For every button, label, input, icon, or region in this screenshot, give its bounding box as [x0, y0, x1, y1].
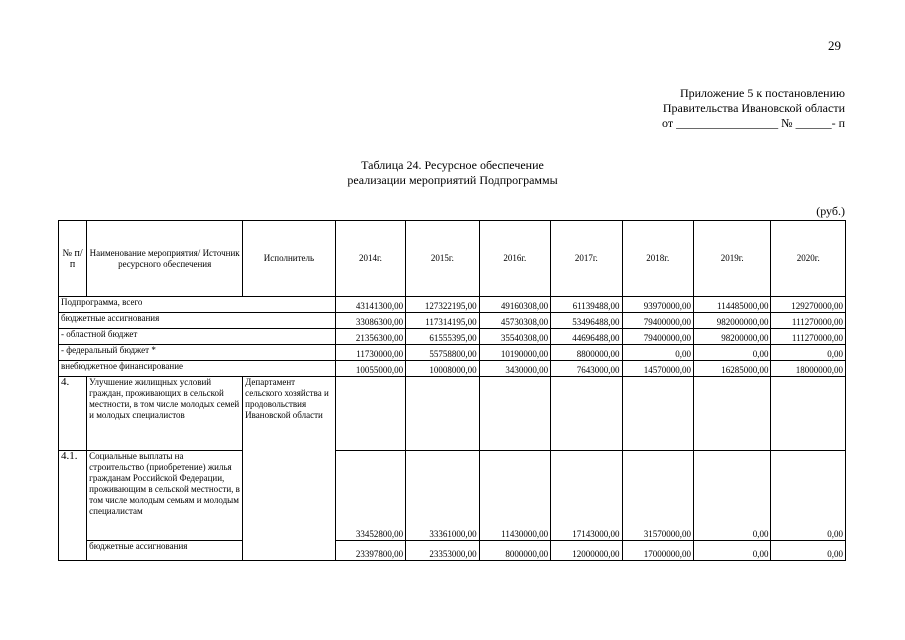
table-cell: 111270000,00 — [771, 313, 846, 329]
header-year: 2017г. — [551, 221, 622, 297]
table-cell: 33452800,00 — [335, 451, 405, 541]
table-cell: 12000000,00 — [551, 541, 622, 561]
table-cell: 17000000,00 — [622, 541, 693, 561]
table-row — [59, 451, 846, 541]
table-row — [59, 345, 846, 361]
table-cell — [335, 377, 405, 451]
table-cell: 129270000,00 — [771, 297, 846, 313]
item-number: 4. — [59, 377, 87, 451]
table-title — [0, 158, 905, 188]
table-cell: 117314195,00 — [406, 313, 479, 329]
appendix-line-1: Приложение 5 к постановлению — [679, 86, 845, 100]
table-cell: 98200000,00 — [693, 329, 770, 345]
header-year: 2015г. — [406, 221, 479, 297]
table-cell: 14570000,00 — [622, 361, 693, 377]
item-number: 4.1. — [59, 451, 87, 561]
header-year: 2014г. — [335, 221, 405, 297]
item-name: Улучшение жилищных условий граждан, проживающих в сельской местности, в том числе молодых семей и молодых специалистов — [87, 377, 243, 451]
table-cell — [693, 377, 770, 451]
table-cell — [406, 377, 479, 451]
header-name: Наименование мероприятия/ Источник ресурсного обеспечения — [87, 221, 243, 297]
table-cell: 23397800,00 — [335, 541, 405, 561]
table-cell: 18000000,00 — [771, 361, 846, 377]
table-cell: 23353000,00 — [406, 541, 479, 561]
table-cell: 7643000,00 — [551, 361, 622, 377]
table-row — [59, 329, 846, 345]
table-cell: 61139488,00 — [551, 297, 622, 313]
row-label: - областной бюджет — [59, 329, 336, 345]
table-cell: 21356300,00 — [335, 329, 405, 345]
table-cell: 10190000,00 — [479, 345, 550, 361]
row-label: бюджетные ассигнования — [59, 313, 336, 329]
table-cell: 33361000,00 — [406, 451, 479, 541]
item-name: Социальные выплаты на строительство (приобретение) жилья гражданам Российской Федерации, проживающим в сельской местности, в том числе молодым семьям и молодым специалистам — [87, 451, 243, 541]
table-row — [59, 313, 846, 329]
table-cell: 114485000,00 — [693, 297, 770, 313]
table-row — [59, 361, 846, 377]
table-title-line-1: Таблица 24. Ресурсное обеспечение — [361, 158, 544, 172]
table-cell: 53496488,00 — [551, 313, 622, 329]
row-label: - федеральный бюджет * — [59, 345, 336, 361]
table-cell: 31570000,00 — [622, 451, 693, 541]
table-cell: 79400000,00 — [622, 313, 693, 329]
page-number: 29 — [828, 38, 841, 53]
table-cell: 0,00 — [693, 345, 770, 361]
appendix-block — [662, 86, 845, 131]
table-cell: 111270000,00 — [771, 329, 846, 345]
header-row — [59, 221, 846, 297]
table-cell: 49160308,00 — [479, 297, 550, 313]
table-cell: 44696488,00 — [551, 329, 622, 345]
header-num: № п/п — [59, 221, 87, 297]
table-row — [59, 541, 846, 561]
table-cell: 0,00 — [771, 345, 846, 361]
units-label: (руб.) — [816, 204, 845, 218]
table-row — [59, 297, 846, 313]
table-cell: 0,00 — [771, 541, 846, 561]
table-cell: 0,00 — [622, 345, 693, 361]
table-cell: 11430000,00 — [479, 451, 550, 541]
table-cell: 16285000,00 — [693, 361, 770, 377]
table-cell: 17143000,00 — [551, 451, 622, 541]
table-row — [59, 377, 846, 451]
table-title-line-2: реализации мероприятий Подпрограммы — [347, 173, 558, 187]
item-executor: Департамент сельского хозяйства и продовольствия Ивановской области — [243, 377, 336, 561]
table-cell: 93970000,00 — [622, 297, 693, 313]
table-cell: 35540308,00 — [479, 329, 550, 345]
table-cell — [771, 377, 846, 451]
table-cell: 79400000,00 — [622, 329, 693, 345]
table-cell: 55758800,00 — [406, 345, 479, 361]
appendix-line-3: от _________________ № ______- п — [662, 116, 845, 130]
table-cell: 8000000,00 — [479, 541, 550, 561]
row-label: бюджетные ассигнования — [87, 541, 243, 561]
row-label: Подпрограмма, всего — [59, 297, 336, 313]
table-cell: 982000000,00 — [693, 313, 770, 329]
header-year: 2020г. — [771, 221, 846, 297]
table-cell: 45730308,00 — [479, 313, 550, 329]
table-cell: 10008000,00 — [406, 361, 479, 377]
table-cell: 11730000,00 — [335, 345, 405, 361]
table-cell: 8800000,00 — [551, 345, 622, 361]
resource-table — [58, 220, 846, 561]
table-cell — [479, 377, 550, 451]
header-year: 2016г. — [479, 221, 550, 297]
table-cell — [622, 377, 693, 451]
table-cell: 127322195,00 — [406, 297, 479, 313]
header-year: 2019г. — [693, 221, 770, 297]
table-cell: 3430000,00 — [479, 361, 550, 377]
table-cell: 33086300,00 — [335, 313, 405, 329]
row-label: внебюджетное финансирование — [59, 361, 336, 377]
table-cell: 10055000,00 — [335, 361, 405, 377]
header-executor: Исполнитель — [243, 221, 336, 297]
table-cell: 0,00 — [771, 451, 846, 541]
table-cell: 43141300,00 — [335, 297, 405, 313]
table-cell — [551, 377, 622, 451]
table-cell: 0,00 — [693, 541, 770, 561]
header-year: 2018г. — [622, 221, 693, 297]
table-cell: 61555395,00 — [406, 329, 479, 345]
appendix-line-2: Правительства Ивановской области — [662, 101, 845, 115]
table-cell: 0,00 — [693, 451, 770, 541]
